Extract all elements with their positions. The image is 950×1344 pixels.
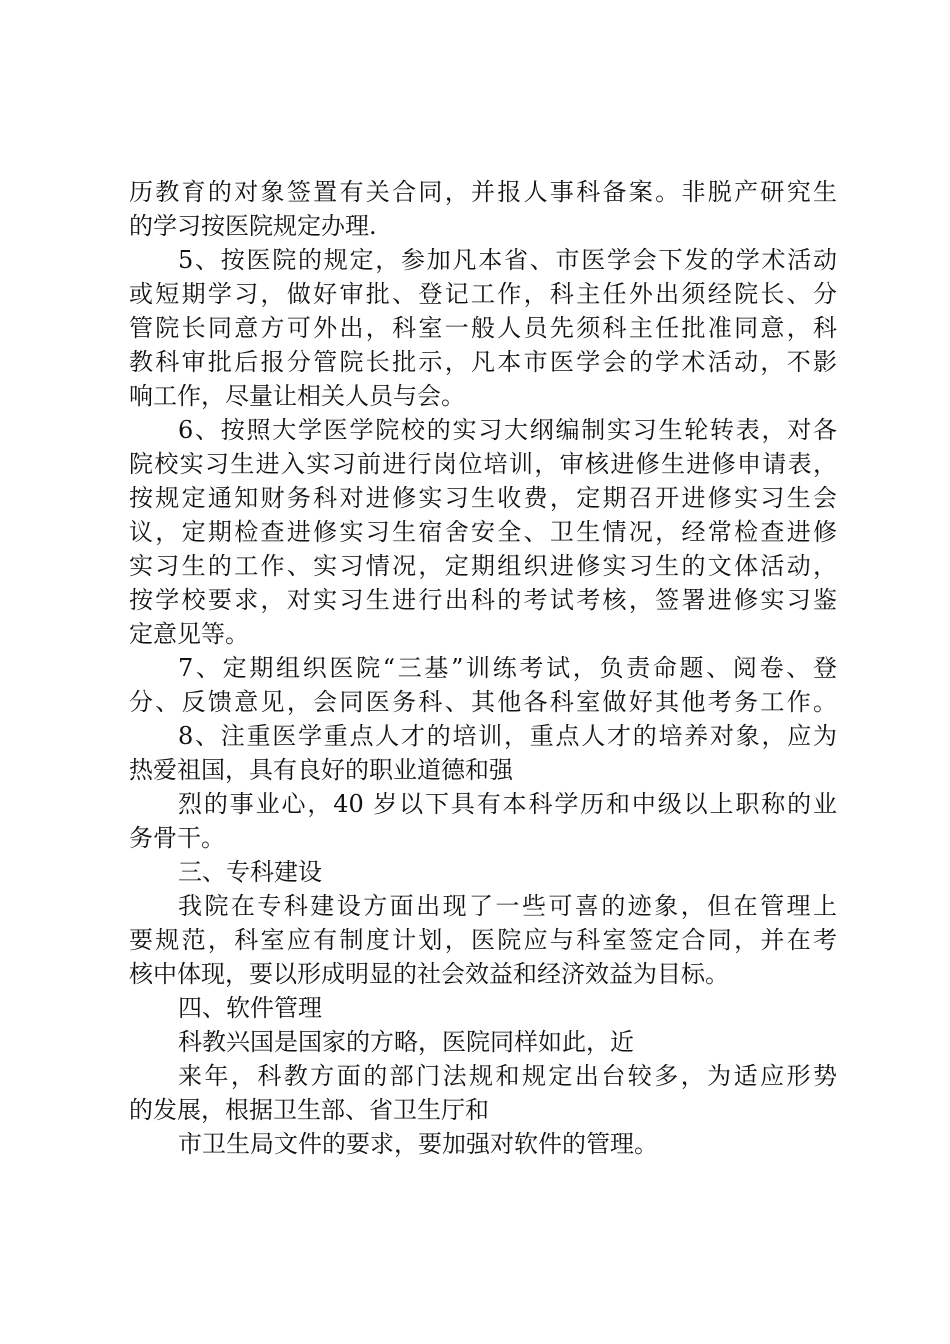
text-line: 我院在专科建设方面出现了一些可喜的迹象，但在管理上 xyxy=(178,892,837,920)
text-line: 按规定通知财务科对进修实习生收费，定期召开进修实习生会 xyxy=(129,484,837,512)
text-line: 的学习按医院规定办理. xyxy=(129,212,377,240)
text-line: 要规范，科室应有制度计划，医院应与科室签定合同，并在考 xyxy=(129,926,837,954)
text-line: 定意见等。 xyxy=(129,620,249,648)
section-heading: 四、软件管理 xyxy=(178,994,322,1022)
text-line: 的发展，根据卫生部、省卫生厅和 xyxy=(129,1096,489,1124)
text-line: 5、按医院的规定，参加凡本省、市医学会下发的学术活动 xyxy=(178,246,837,274)
text-line: 6、按照大学医学院校的实习大纲编制实习生轮转表，对各 xyxy=(178,416,837,444)
text-line: 管院长同意方可外出，科室一般人员先须科主任批准同意，科 xyxy=(129,314,837,342)
text-line: 响工作，尽量让相关人员与会。 xyxy=(129,382,465,410)
text-line: 院校实习生进入实习前进行岗位培训，审核进修生进修申请表， xyxy=(129,450,837,478)
text-line: 实习生的工作、实习情况，定期组织进修实习生的文体活动， xyxy=(129,552,837,580)
text-line: 务骨干。 xyxy=(129,824,225,852)
text-line: 来年，科教方面的部门法规和规定出台较多，为适应形势 xyxy=(178,1062,837,1090)
text-line: 教科审批后报分管院长批示，凡本市医学会的学术活动，不影 xyxy=(129,348,837,376)
text-line: 热爱祖国，具有良好的职业道德和强 xyxy=(129,756,513,784)
text-line: 市卫生局文件的要求，要加强对软件的管理。 xyxy=(178,1130,658,1158)
text-line: 核中体现，要以形成明显的社会效益和经济效益为目标。 xyxy=(129,960,729,988)
text-line: 科教兴国是国家的方略，医院同样如此，近 xyxy=(178,1028,634,1056)
text-line: 按学校要求，对实习生进行出科的考试考核，签署进修实习鉴 xyxy=(129,586,837,614)
text-line: 或短期学习，做好审批、登记工作，科主任外出须经院长、分 xyxy=(129,280,837,308)
text-line: 分、反馈意见，会同医务科、其他各科室做好其他考务工作。 xyxy=(129,688,837,716)
text-line: 7、定期组织医院“三基”训练考试，负责命题、阅卷、登 xyxy=(178,654,837,682)
text-line: 8、注重医学重点人才的培训，重点人才的培养对象，应为 xyxy=(178,722,837,750)
text-line: 历教育的对象签置有关合同，并报人事科备案。非脱产研究生 xyxy=(129,178,837,206)
section-heading: 三、专科建设 xyxy=(178,858,322,886)
text-line: 议，定期检查进修实习生宿舍安全、卫生情况，经常检查进修 xyxy=(129,518,837,546)
text-line: 烈的事业心，40 岁以下具有本科学历和中级以上职称的业 xyxy=(178,790,837,818)
